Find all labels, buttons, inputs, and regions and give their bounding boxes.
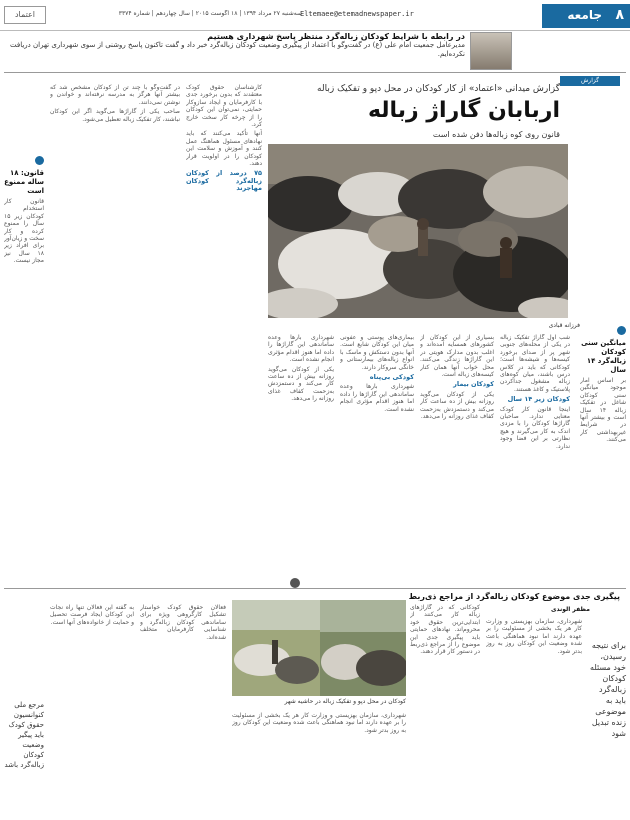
sidebar-right-box: [580, 320, 626, 444]
pull-quote-right: برای نتیجه رسیدن، خود مسئله کودکان زباله‌گرد باید به موضوعی زنده تبدیل شود: [590, 641, 626, 738]
article-column-5: [50, 84, 180, 574]
garbage-scene-image: [268, 144, 568, 318]
pull-quote-left: مرجع ملی کنوانسیون حقوق کودک باید پیگیر وضعیت کودکان زباله‌گرد باشد: [4, 701, 44, 769]
paragraph: شهرداری بارها وعده ساماندهی این گاراژها را داده اما هنوز اقدام مؤثری انجام نشده است.: [268, 334, 334, 364]
bottom-column-b: شهرداری، سازمان بهزیستی و وزارت کار هر یک بخشی از مسئولیت را بر عهده دارند اما نبود هماهنگی باعث شده وضعیت این کودکان روز به روز بدتر شود.: [486, 618, 582, 655]
newspaper-logo: اعتماد: [4, 6, 46, 24]
sidebar-left-title: قانون: ۱۸ ساله ممنوع است: [4, 169, 44, 195]
sidebar-right-text: بر اساس آمار موجود میانگین سنی کودکان شاغل در تفکیک زباله ۱۴ سال است و بیشتر آنها در شرایط غیربهداشتی کار می‌کنند.: [580, 377, 626, 444]
report-tag: گزارش: [560, 76, 620, 86]
article-column-1: [500, 334, 570, 584]
bullet-icon: [35, 156, 44, 165]
paragraph: اینجا قانون کار کودک معنایی ندارد. صاحبان گاراژها کودکان را با مزدی اندک به کار می‌گیرند و هیچ نظارتی بر این فضا وجود ندارد.: [500, 405, 570, 450]
article-column-6: [268, 334, 334, 574]
section-name: جامعه: [567, 8, 602, 22]
sidebar-left-box: [4, 150, 44, 265]
subheading: کودکان زیر ۱۴ سال: [507, 395, 570, 404]
sidebar-left-text: قانون کار استخدام کودکان زیر ۱۵ سال را ممنوع کرده و کار سخت و زیان‌آور برای افراد زیر ۱۸ سال نیز مجاز نیست.: [4, 198, 44, 265]
article-byline: فرزانه قبادی: [548, 322, 580, 329]
bottom-author: مظفر الوندی: [551, 606, 590, 613]
promo-block: [10, 32, 465, 70]
paragraph: شهرداری بارها وعده ساماندهی این گاراژها را داده اما هنوز اقدام مؤثری انجام نشده است.: [340, 383, 414, 413]
bottom-column-a: کودکانی که در گاراژهای زباله کار می‌کنند از ابتدایی‌ترین حقوق خود محروم‌اند. نهادهای حمایتی باید پیگیری جدی این موضوع را از مراجع ذی‌ربط در دستور کار قرار دهند.: [410, 604, 480, 656]
promo-title: در رابطه با شرایط کودکان زباله‌گرد منتظر پاسخ شهرداری هستیم: [207, 32, 465, 41]
paragraph: شب اول گاراژ تفکیک زباله در یکی از محله‌های جنوبی شهر پر از صدای برخورد کیسه‌ها و شیشه‌ها است؛ کودکانی که باید در کلاس درس باشند، میان کوه‌های زباله مشغول جداکردن پلاستیک و کاغذ هستند.: [500, 334, 570, 393]
promo-text: مدیرعامل جمعیت امام علی (ع) در گفت‌وگو با اعتماد از پیگیری وضعیت کودکان زباله‌گرد خبر داد و گفت تاکنون پاسخ روشنی از سوی شهرداری تهران دریافت نکرده‌ایم.: [9, 41, 465, 58]
bottom-column-d: به گفته این فعالان تنها راه نجات این کودکان ایجاد فرصت تحصیل و حمایت از خانواده‌های آنها است.: [50, 604, 134, 626]
promo-portrait: [470, 32, 512, 70]
page-number: ۸: [615, 7, 624, 23]
divider: [4, 72, 626, 73]
bottom-photo-left: [232, 600, 320, 696]
paragraph: در گفت‌وگو با چند تن از کودکان مشخص شد که بیشتر آنها هرگز به مدرسه نرفته‌اند و خواندن و نوشتن نمی‌دانند.: [50, 84, 180, 106]
paragraph: یکی از کودکان می‌گوید روزانه بیش از ده ساعت کار می‌کند و دستمزدش به‌زحمت کفاف غذای روزانه را می‌دهد.: [420, 390, 494, 421]
garbage-depot-image: [320, 600, 406, 696]
section-tab: [542, 4, 630, 28]
section-separator-icon: [290, 578, 300, 588]
paragraph: بیماری‌های پوستی و عفونی میان این کودکان شایع است. آنها بدون دستکش و ماسک با انواع زباله‌های بیمارستانی و خانگی سروکار دارند.: [340, 334, 414, 371]
bottom-photo-right: [320, 600, 406, 696]
paragraph: کارشناسان حقوق کودک معتقدند که بدون برخورد جدی با کارفرمایان و ایجاد سازوکار حمایتی، نمی‌توان این کودکان را از چرخه کار سخت خارج کرد.: [186, 84, 262, 129]
bottom-photo-caption: کودکان در محل دپو و تفکیک زباله در حاشیه شهر: [284, 698, 406, 705]
bottom-column-c: فعالان حقوق کودک خواستار تشکیل کارگروهی ویژه برای ساماندهی کودکان زباله‌گرد و شناسایی کارفرمایان متخلف شده‌اند.: [140, 604, 226, 641]
paragraph: صاحب یکی از گاراژها می‌گوید اگر این کودکان نباشند، کار تفکیک زباله تعطیل می‌شود.: [50, 108, 180, 123]
subheading: کودکان بیمار: [453, 380, 494, 389]
headline-kicker: گزارش میدانی «اعتماد» از کار کودکان در محل دپو و تفکیک زباله: [317, 84, 560, 94]
subheading: کودکی بی‌پناه: [369, 373, 414, 382]
divider: [4, 588, 626, 589]
bullet-icon: [617, 326, 626, 335]
article-column-4: [186, 84, 262, 574]
headline-subhead: قانون روی کوه زباله‌ها دفن شده است: [432, 130, 560, 139]
bottom-column-e: شهرداری، سازمان بهزیستی و وزارت کار هر یک بخشی از مسئولیت را بر عهده دارند اما نبود هماهنگی باعث شده وضعیت این کودکان روز به روز بدتر شود.: [232, 712, 406, 734]
paragraph: بسیاری از این کودکان از کشورهای همسایه آمده‌اند و اغلب بدون مدارک هویتی در این گاراژها زندگی می‌کنند. محل خواب آنها همان کنار کیسه‌های زباله است.: [420, 334, 494, 379]
page-header: [0, 0, 630, 31]
main-photo: [268, 144, 568, 318]
section-email: Eltemaee@etemadnewspaper.ir: [300, 10, 414, 18]
garbage-field-image: [232, 600, 320, 696]
subheading: ۷۵ درصد از کودکان زباله‌گرد کودکان مهاجرند: [186, 169, 262, 193]
article-column-2: [420, 334, 494, 584]
article-column-3: [340, 334, 414, 574]
paragraph: یکی از کودکان می‌گوید روزانه بیش از ده ساعت کار می‌کند و دستمزدش به‌زحمت کفاف غذای روزانه را می‌دهد.: [268, 365, 334, 403]
issue-meta: سه‌شنبه ۲۷ مرداد ۱۳۹۴ | ۱۸ آگوست ۲۰۱۵ | سال چهاردهم | شماره ۳۳۷۴: [118, 10, 302, 17]
bottom-title: پیگیری جدی موضوع کودکان زباله‌گرد از مراجع ذی‌ربط: [408, 592, 620, 601]
paragraph: آنها تأکید می‌کنند که باید نهادهای مسئول هماهنگ عمل کنند و آموزش و سلامت این کودکان را در اولویت قرار دهند.: [186, 130, 262, 168]
sidebar-right-title: میانگین سنی کودکان زباله‌گرد ۱۴ سال: [581, 339, 626, 374]
headline-title: اربابان گاراژ زباله: [367, 98, 560, 123]
